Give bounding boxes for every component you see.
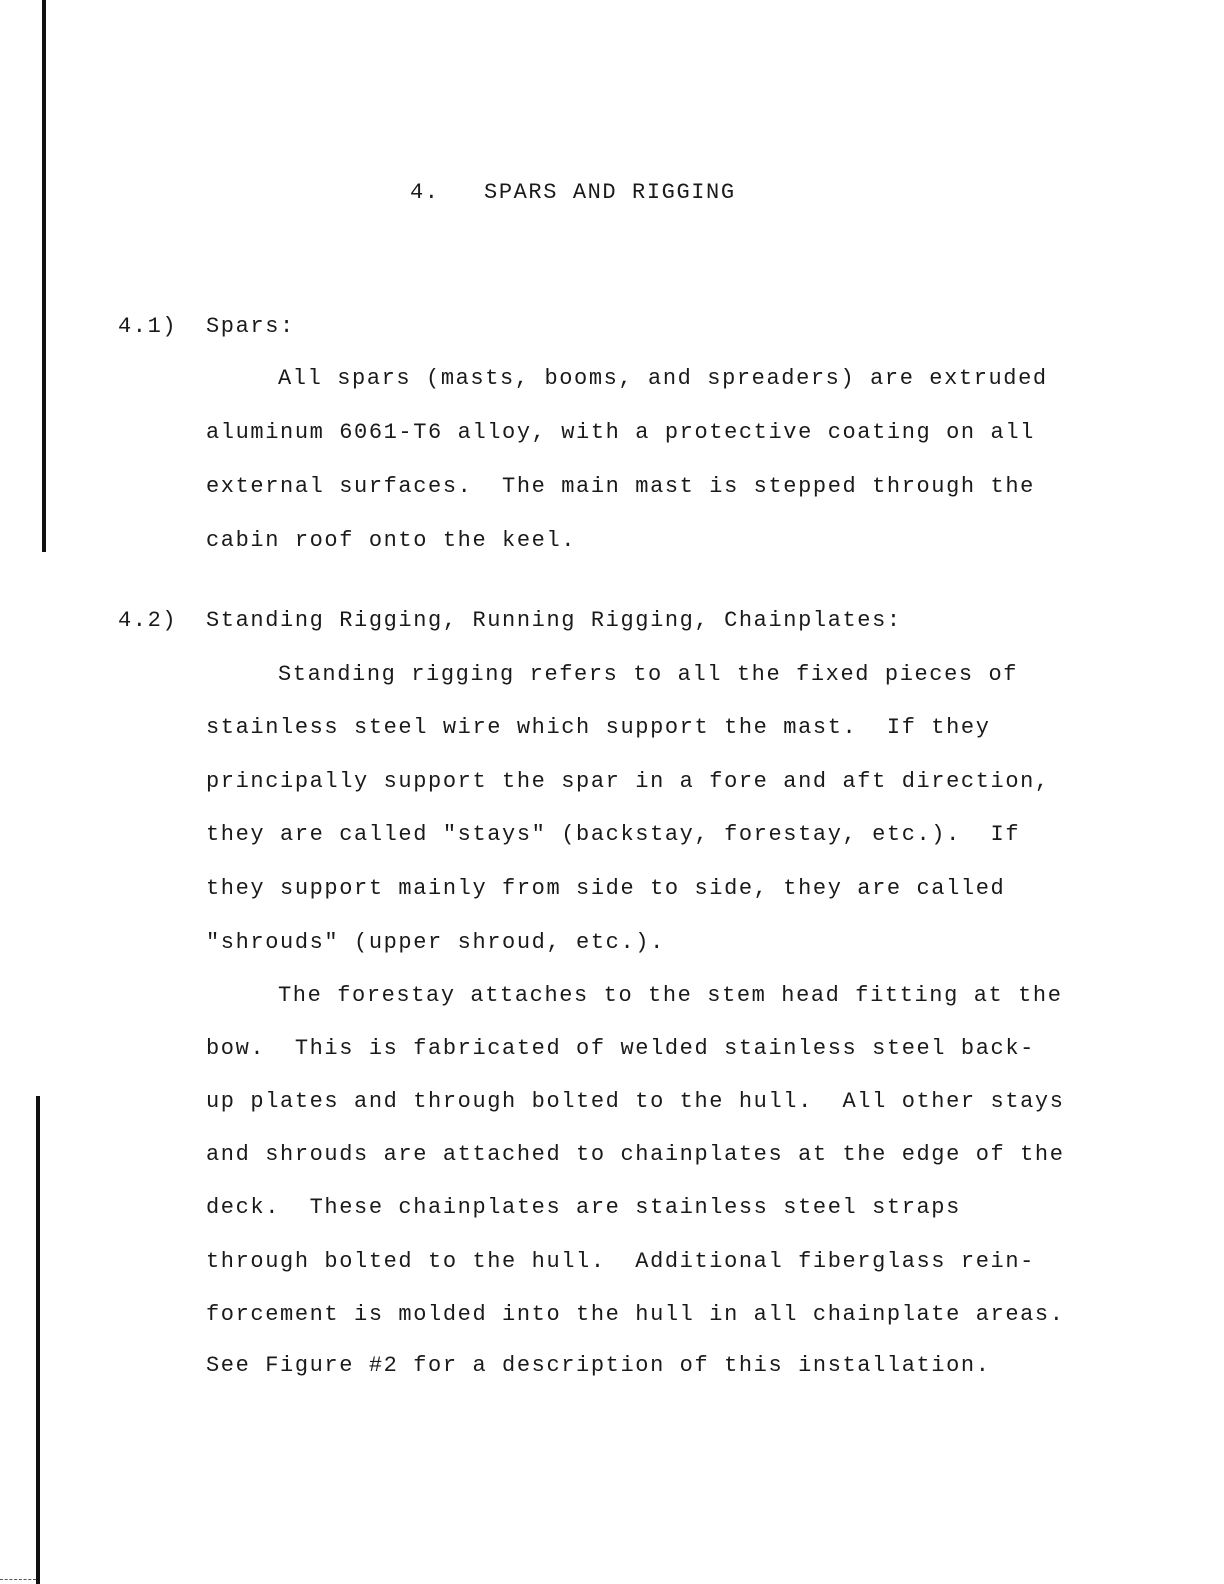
paragraph-line: deck. These chainplates are stainless steel straps xyxy=(206,1195,961,1220)
paragraph-line: cabin roof onto the keel. xyxy=(206,528,577,553)
paragraph-line: forcement is molded into the hull in all chainplate areas. xyxy=(206,1302,1065,1327)
paragraph-line: external surfaces. The main mast is stepped through the xyxy=(206,474,1035,499)
left-margin-bar-bottom xyxy=(36,1096,40,1584)
section-title: 4. SPARS AND RIGGING xyxy=(410,180,736,205)
paragraph-line: they are called "stays" (backstay, forestay, etc.). If xyxy=(206,822,1021,847)
paragraph-line: up plates and through bolted to the hull. All other stays xyxy=(206,1089,1065,1114)
paragraph-line: "shrouds" (upper shroud, etc.). xyxy=(206,930,665,955)
corner-dash xyxy=(0,1579,36,1580)
paragraph-line: principally support the spar in a fore and aft direction, xyxy=(206,769,1050,794)
paragraph-line: they support mainly from side to side, they are called xyxy=(206,876,1006,901)
left-margin-bar-top xyxy=(42,0,46,552)
paragraph-line: and shrouds are attached to chainplates at the edge of the xyxy=(206,1142,1065,1167)
paragraph-line: The forestay attaches to the stem head fitting at the xyxy=(278,983,1063,1008)
paragraph-line: Standing rigging refers to all the fixed pieces of xyxy=(278,662,1019,687)
paragraph-line: All spars (masts, booms, and spreaders) are extruded xyxy=(278,366,1048,391)
section-number-4-2: 4.2) xyxy=(118,608,178,633)
section-heading-spars: Spars: xyxy=(206,314,295,339)
paragraph-line: aluminum 6061-T6 alloy, with a protective coating on all xyxy=(206,420,1035,445)
section-heading-rigging: Standing Rigging, Running Rigging, Chainplates: xyxy=(206,608,902,633)
paragraph-line: through bolted to the hull. Additional fiberglass rein- xyxy=(206,1249,1035,1274)
paragraph-line: stainless steel wire which support the mast. If they xyxy=(206,715,991,740)
paragraph-line: bow. This is fabricated of welded stainless steel back- xyxy=(206,1036,1035,1061)
section-number-4-1: 4.1) xyxy=(118,314,178,339)
paragraph-line: See Figure #2 for a description of this installation. xyxy=(206,1353,991,1378)
